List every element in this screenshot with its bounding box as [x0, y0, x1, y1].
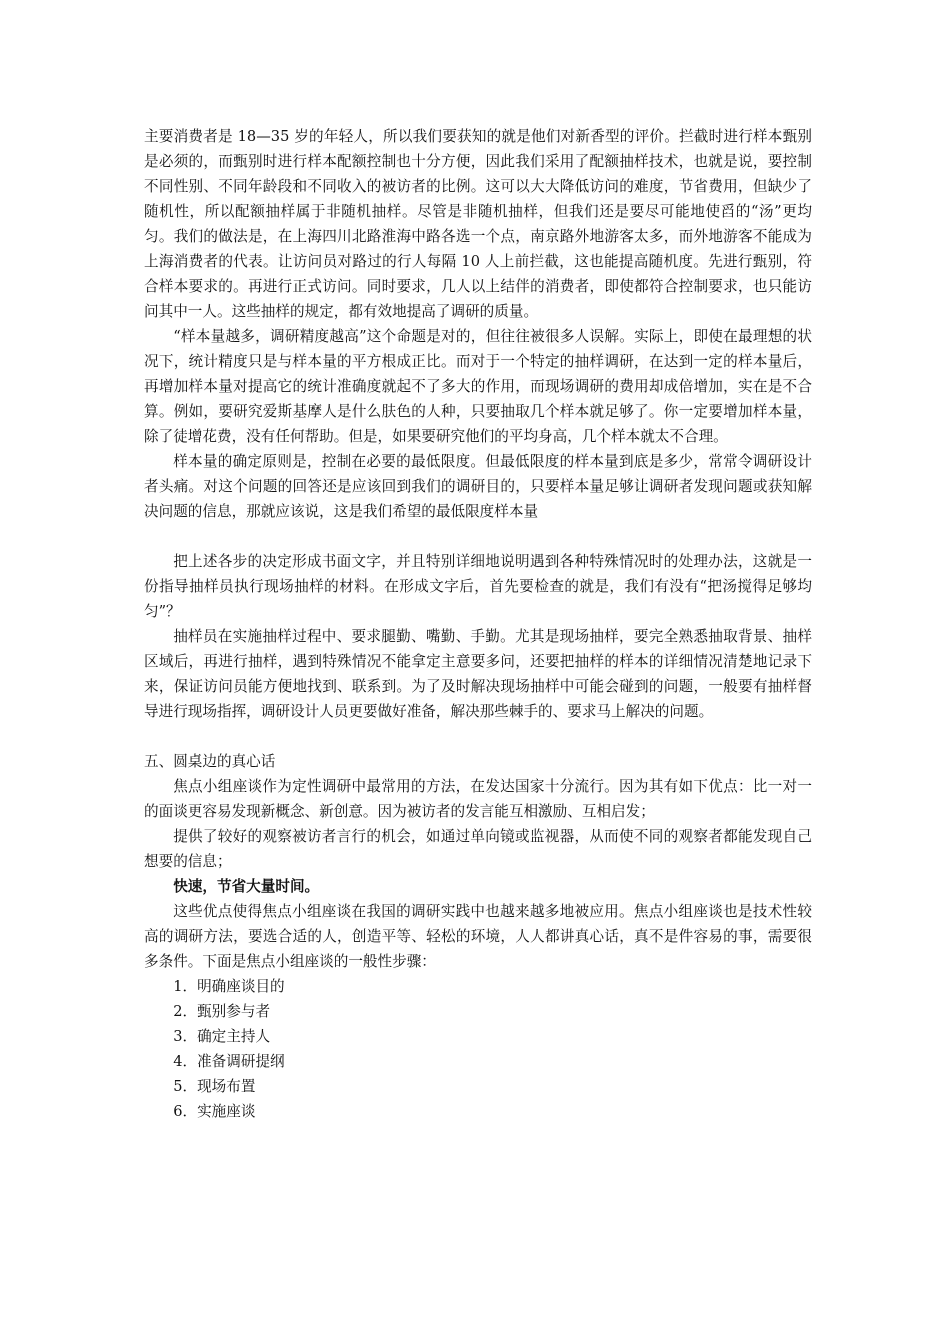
- list-item: 4．准备调研提纲: [173, 1053, 285, 1070]
- list-item: 1．明确座谈目的: [173, 978, 285, 995]
- section-heading: 五、圆桌边的真心话: [144, 753, 276, 770]
- spacer: [144, 724, 812, 749]
- paragraph-sampler-duties: 抽样员在实施抽样过程中、要求腿勤、嘴勤、手勤。尤其是现场抽样，要完全熟悉抽取背景、抽样区域后，再进行抽样，遇到特殊情况不能拿定主意要多问，还要把抽样的样本的详细情况清楚地记录下来，保证访问员能方便地找到、联系到。为了及时解决现场抽样中可能会碰到的问题，一般要有抽样督导进行现场指挥，调研设计人员更要做好准备，解决那些棘手的、要求马上解决的问题。: [144, 628, 812, 720]
- paragraph-focus-group-application: 这些优点使得焦点小组座谈在我国的调研实践中也越来越多地被应用。焦点小组座谈也是技术性较高的调研方法，要选合适的人，创造平等、轻松的环境，人人都讲真心话，真不是件容易的事，需要很多条件。下面是焦点小组座谈的一般性步骤：: [144, 903, 812, 970]
- paragraph-sample-size-myth: “样本量越多，调研精度越高”这个命题是对的，但往往被很多人误解。实际上，即使在最理想的状况下，统计精度只是与样本量的平方根成正比。而对于一个特定的抽样调研，在达到一定的样本量后，再增加样本量对提高它的统计准确度就起不了多大的作用，而现场调研的费用却成倍增加，实在是不合算。例如，要研究爱斯基摩人是什么肤色的人种，只要抽取几个样本就足够了。你一定要增加样本量，除了徒增花费，没有任何帮助。但是，如果要研究他们的平均身高，几个样本就太不合理。: [144, 328, 812, 445]
- paragraph-quota-sampling: 主要消费者是 18—35 岁的年轻人，所以我们要获知的就是他们对新香型的评价。拦截时进行样本甄别是必须的，而甄别时进行样本配额控制也十分方便，因此我们采用了配额抽样技术，也就是说，要控制不同性别、不同年龄段和不同收入的被访者的比例。这可以大大降低访问的难度，节省费用，但缺少了随机性，所以配额抽样属于非随机抽样。尽管是非随机抽样，但我们还是要尽可能地使舀的“汤”更均匀。我们的做法是，在上海四川北路淮海中路各选一个点，南京路外地游客太多，而外地游客不能成为上海消费者的代表。让访问员对路过的行人每隔 10 人上前拦截，这也能提高随机度。先进行甄别，符合样本要求的。再进行正式访问。同时要求，几人以上结伴的消费者，即使都符合控制要求，也只能访问其中一人。这些抽样的规定，都有效地提高了调研的质量。: [144, 128, 812, 320]
- paragraph-focus-group-intro: 焦点小组座谈作为定性调研中最常用的方法，在发达国家十分流行。因为其有如下优点：比一对一的面谈更容易发现新概念、新创意。因为被访者的发言能互相激励、互相启发；: [144, 778, 812, 820]
- bold-advantage-line: 快速，节省大量时间。: [173, 878, 320, 895]
- steps-list: [144, 974, 812, 1124]
- list-item: 2．甄别参与者: [173, 1003, 271, 1020]
- list-item: 3．确定主持人: [173, 1028, 271, 1045]
- paragraph-sample-size-principle: 样本量的确定原则是，控制在必要的最低限度。但最低限度的样本量到底是多少，常常令调研设计者头痛。对这个问题的回答还是应该回到我们的调研目的，只要样本量足够让调研者发现问题或获知解决问题的信息，那就应该说，这是我们希望的最低限度样本量: [144, 453, 812, 520]
- document-body: [144, 124, 812, 1124]
- list-item: 5．现场布置: [173, 1078, 256, 1095]
- list-item: 6．实施座谈: [173, 1103, 256, 1120]
- paragraph-focus-group-observation: 提供了较好的观察被访者言行的机会，如通过单向镜或监视器，从而使不同的观察者都能发现自己想要的信息；: [144, 828, 812, 870]
- paragraph-written-instructions: 把上述各步的决定形成书面文字，并且特别详细地说明遇到各种特殊情况时的处理办法，这就是一份指导抽样员执行现场抽样的材料。在形成文字后，首先要检查的就是，我们有没有“把汤搅得足够均匀”？: [144, 553, 812, 620]
- spacer: [144, 524, 812, 549]
